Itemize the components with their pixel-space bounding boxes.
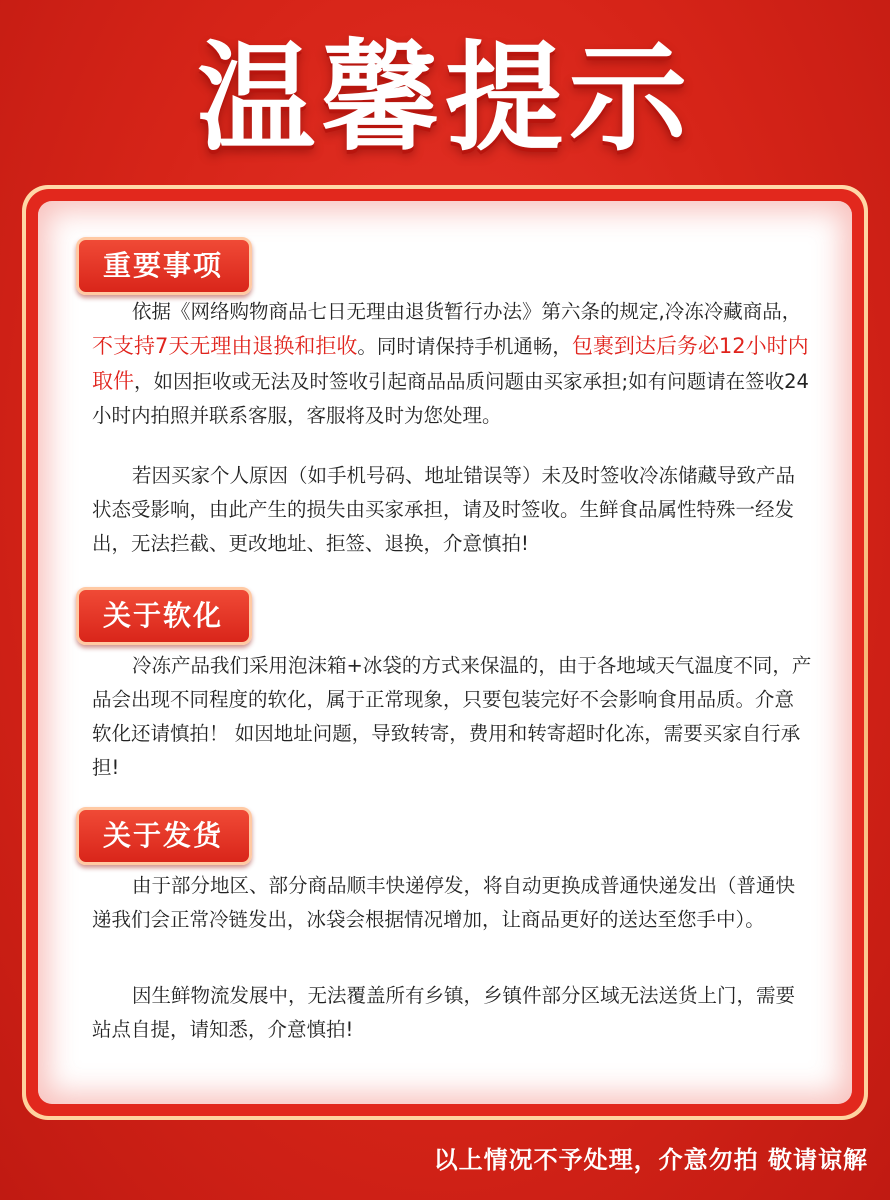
section-heading-softening: 关于软化 xyxy=(76,587,252,645)
notice-card xyxy=(38,201,852,1104)
important-text-2: 。同时请保持手机通畅， xyxy=(357,335,572,358)
important-text-3: ，如因拒收或无法及时签收引起商品品质问题由买家承担;如有问题请在签收24小时内拍照并联系客服，客服将及时为您处理。 xyxy=(92,370,809,427)
pickup-highlight: 包裹到达后务必12小时内取件 xyxy=(92,334,809,393)
section-heading-important: 重要事项 xyxy=(76,237,252,295)
shipping-paragraph-2: 因生鲜物流发展中，无法覆盖所有乡镇，乡镇件部分区域无法送货上门，需要站点自提，请知悉，介意慎拍! xyxy=(92,984,796,1041)
footer-note: 以上情况不予处理，介意勿拍 敬请谅解 xyxy=(433,1146,868,1174)
page-title: 温馨提示 xyxy=(196,29,693,167)
important-paragraph-1 xyxy=(92,295,812,433)
notice-frame xyxy=(22,185,868,1120)
section-heading-shipping: 关于发货 xyxy=(76,807,252,865)
notice-frame-inner xyxy=(26,189,864,1116)
no-return-highlight: 不支持7天无理由退换和拒收 xyxy=(92,334,358,358)
shipping-paragraph-1: 由于部分地区、部分商品顺丰快递停发，将自动更换成普通快递发出（普通快递我们会正常冷链发出，冰袋会根据情况增加，让商品更好的送达至您手中）。 xyxy=(92,874,796,931)
important-paragraph-2: 若因买家个人原因（如手机号码、地址错误等）未及时签收冷冻储藏导致产品状态受影响，由此产生的损失由买家承担，请及时签收。生鲜食品属性特殊一经发出，无法拦截、更改地址、拒签、退换，介意慎拍! xyxy=(92,464,796,555)
softening-paragraph: 冷冻产品我们采用泡沫箱+冰袋的方式来保温的，由于各地域天气温度不同，产品会出现不同程度的软化，属于正常现象，只要包装完好不会影响食用品质。介意软化还请慎拍！ 如因地址问题，导致转寄，费用和转寄超时化冻，需要买家自行承担! xyxy=(92,654,812,779)
important-text-1: 依据《网络购物商品七日无理由退货暂行办法》第六条的规定,冷冻冷藏商品， xyxy=(132,300,802,323)
